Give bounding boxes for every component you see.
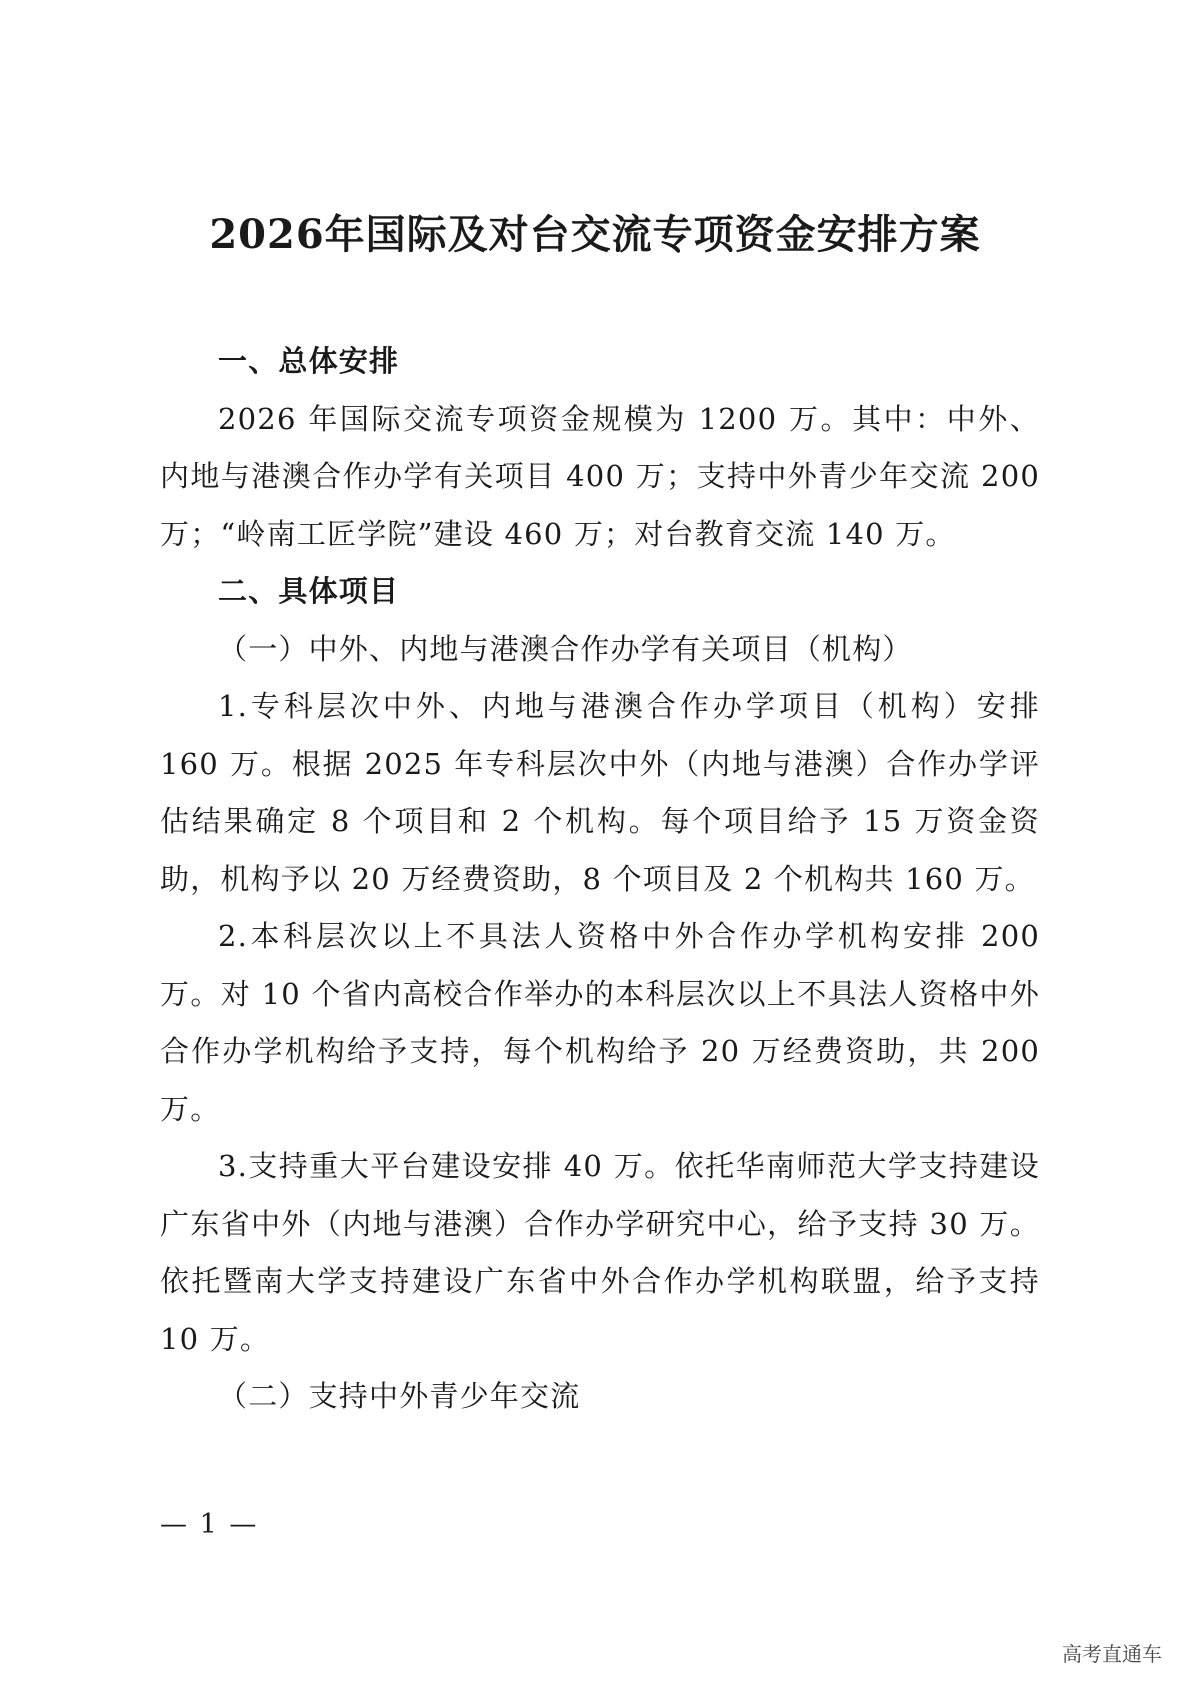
- page-number: — 1 —: [160, 1509, 259, 1540]
- section-heading-specific-projects: 二、具体项目: [218, 574, 400, 608]
- paragraph-overall-arrangement: 2026 年国际交流专项资金规模为 1200 万。其中：中外、内地与港澳合作办学有关项目 400 万；支持中外青少年交流 200 万；“岭南工匠学院”建设 460 万；对台教育交流 140 万。: [160, 401, 1040, 551]
- paragraph-item-3: 3.支持重大平台建设安排 40 万。依托华南师范大学支持建设广东省中外（内地与港澳）合作办学研究中心，给予支持 30 万。依托暨南大学支持建设广东省中外合作办学机构联盟，给予支持 10 万。: [160, 1149, 1040, 1356]
- subsection-heading-youth-exchange: （二）支持中外青少年交流: [218, 1379, 581, 1413]
- section-heading-overall: 一、总体安排: [218, 344, 400, 378]
- subsection-heading-cooperative-education: （一）中外、内地与港澳合作办学有关项目（机构）: [218, 631, 913, 666]
- paragraph-item-2: 2.本科层次以上不具法人资格中外合作办学机构安排 200 万。对 10 个省内高校合作举办的本科层次以上不具法人资格中外合作办学机构给予支持，每个机构给予 20 万经费资助，共 200 万。: [160, 919, 1040, 1126]
- paragraph-item-1: 1.专科层次中外、内地与港澳合作办学项目（机构）安排 160 万。根据 2025 年专科层次中外（内地与港澳）合作办学评估结果确定 8 个项目和 2 个机构。每个项目给予 15 万资金资助，机构予以 20 万经费资助，8 个项目及 2 个机构共 160 万。: [160, 689, 1040, 896]
- watermark: 高考直通车: [1062, 1642, 1162, 1666]
- document-body: [160, 333, 1040, 1426]
- page-title: 2026年国际及对台交流专项资金安排方案: [209, 211, 981, 258]
